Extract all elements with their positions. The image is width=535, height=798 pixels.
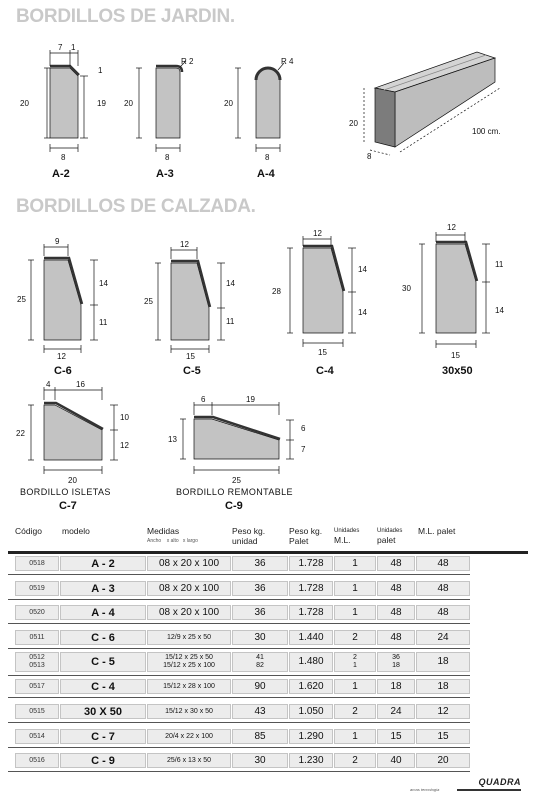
cell-unidades-ml-a: 2 [353,654,357,661]
cell-ml-palet: 24 [416,630,470,645]
header-modelo: modelo [62,526,90,536]
dim-a2-right: 19 [97,99,106,108]
header-unidades-palet-2: palet [377,535,396,545]
row-divider [8,771,470,772]
header-unidades-ml-1: Unidades [334,528,360,534]
cell-medidas: 08 x 20 x 100 [147,605,231,620]
profile-a3 [136,61,186,152]
cell-unidades-ml: 1 [334,679,376,694]
cell-peso-unidad: 85 [232,729,288,744]
dim-c7-right-top: 10 [120,413,129,422]
dim-c6-right-top: 14 [99,279,108,288]
dim-c5-top: 12 [180,240,189,249]
profile-c6 [28,244,98,353]
header-peso-unidad-1: Peso kg. [232,526,266,536]
dim-30x50-left: 30 [402,284,411,293]
caption-c7: BORDILLO ISLETAS [20,487,111,497]
cell-peso-palet: 1.290 [289,729,333,744]
dim-a2-left: 20 [20,99,29,108]
cell-ml-palet: 18 [416,652,470,672]
cell-codigo: 0511 [15,630,59,645]
label-c6: C-6 [54,365,72,377]
dim-30x50-right-bot: 14 [495,306,504,315]
profile-c4 [287,236,356,347]
cell-modelo: C - 5 [60,652,146,672]
header-medidas: Medidas [147,526,180,536]
cell-modelo: C - 4 [60,679,146,694]
cell-medidas: 15/12 x 28 x 100 [147,679,231,694]
dim-c5-right-top: 14 [226,279,235,288]
cell-medidas: 25/6 x 13 x 50 [147,753,231,768]
cell-medidas: 12/9 x 25 x 50 [147,630,231,645]
table-row [8,749,528,772]
cell-medidas: 15/12 x 30 x 50 [147,704,231,719]
header-peso-palet-1: Peso kg. [289,526,323,536]
section-title-calzada: BORDILLOS DE CALZADA. [16,196,256,217]
cell-unidades-palet: 48 [377,581,415,596]
profile-c9 [180,402,294,474]
label-a4: A-4 [257,168,275,180]
row-divider [8,722,470,723]
dim-a4-bottom: 8 [265,153,270,162]
profile-c5 [155,247,225,353]
cell-unidades-palet: 18 [377,679,415,694]
cell-codigo: 0517 [15,679,59,694]
table-header [8,525,528,551]
cell-peso-unidad-b: 82 [256,662,264,669]
header-codigo: Código [15,526,42,536]
cell-unidades-ml-b: 1 [353,662,357,669]
dim-a2-top-b: 1 [71,43,76,52]
header-unidades-palet-1: Unidades [377,528,403,534]
cell-unidades-palet-b: 18 [392,662,400,669]
cell-codigo: 0514 [15,729,59,744]
profile-a2 [44,50,88,152]
cell-codigo: 0518 [15,556,59,571]
cell-peso-palet: 1.230 [289,753,333,768]
dim-c4-bottom: 15 [318,348,327,357]
cell-modelo: C - 9 [60,753,146,768]
label-c5: C-5 [183,365,201,377]
table-row [8,649,528,676]
dim-c5-right-bot: 11 [226,317,235,326]
cell-unidades-ml: 1 [334,581,376,596]
cell-ml-palet: 48 [416,605,470,620]
cell-codigo-b: 0513 [29,662,45,669]
table-row [8,700,528,723]
cell-codigo [15,652,59,672]
caption-c9: BORDILLO REMONTABLE [176,487,293,497]
cell-peso-unidad-a: 41 [256,654,264,661]
cell-unidades-palet [377,652,415,672]
cell-peso-unidad: 30 [232,753,288,768]
cell-unidades-ml [334,652,376,672]
cell-unidades-palet: 48 [377,556,415,571]
dim-c9-top-b: 19 [246,395,255,404]
isometric-kerb [364,52,500,155]
footer-note: arcas tecnología [410,787,440,792]
table-row [8,725,528,748]
cell-modelo: C - 7 [60,729,146,744]
dim-c7-left: 22 [16,429,25,438]
cell-peso-unidad: 43 [232,704,288,719]
cell-unidades-palet-a: 36 [392,654,400,661]
cell-unidades-palet: 40 [377,753,415,768]
label-a2: A-2 [52,168,70,180]
dim-a2-bottom: 8 [61,153,66,162]
cell-ml-palet: 48 [416,581,470,596]
dim-c4-top: 12 [313,229,322,238]
cell-codigo-a: 0512 [29,654,45,661]
row-divider [8,574,470,575]
cell-unidades-ml: 1 [334,556,376,571]
label-c9: C-9 [225,500,243,512]
cell-peso-unidad [232,652,288,672]
table-row [8,601,528,624]
dim-a2-top-a: 7 [58,43,63,52]
cell-ml-palet: 15 [416,729,470,744]
section-title-jardin: BORDILLOS DE JARDIN. [16,6,235,27]
cell-peso-unidad: 36 [232,581,288,596]
cell-ml-palet: 12 [416,704,470,719]
brand-logo: QUADRA [457,777,521,791]
dim-c7-right-bot: 12 [120,441,129,450]
cell-codigo: 0520 [15,605,59,620]
header-ml-palet: M.L. palet [418,526,456,536]
dim-c4-right-top: 14 [358,265,367,274]
dim-30x50-top: 12 [447,223,456,232]
profile-a4 [235,63,284,152]
dim-a4-left: 20 [224,99,233,108]
cell-peso-unidad: 36 [232,556,288,571]
table-row [8,577,528,600]
header-peso-palet-2: Palet [289,536,309,546]
cell-unidades-palet: 48 [377,630,415,645]
cell-modelo: 30 X 50 [60,704,146,719]
cell-medidas [147,652,231,672]
dim-c7-bottom: 20 [68,476,77,485]
dim-c6-right-bot: 11 [99,318,108,327]
cell-ml-palet: 18 [416,679,470,694]
cell-unidades-ml: 2 [334,753,376,768]
cell-codigo: 0515 [15,704,59,719]
label-c4: C-4 [316,365,334,377]
dim-c9-left: 13 [168,435,177,444]
label-a3: A-3 [156,168,174,180]
cell-medidas: 08 x 20 x 100 [147,556,231,571]
cell-peso-unidad: 36 [232,605,288,620]
dim-a2-right-small: 1 [98,66,103,75]
cell-codigo: 0516 [15,753,59,768]
profile-30x50 [419,232,490,348]
profile-c7 [28,387,118,474]
cell-ml-palet: 20 [416,753,470,768]
row-divider [8,599,470,600]
table-row [8,552,528,575]
table-row [8,675,528,698]
row-divider [8,697,470,698]
cell-unidades-palet: 15 [377,729,415,744]
row-divider [8,623,470,624]
dim-c9-bottom: 25 [232,476,241,485]
cell-peso-palet: 1.480 [289,652,333,672]
dim-c4-right-bot: 14 [358,308,367,317]
cell-unidades-palet: 24 [377,704,415,719]
dim-c4-left: 28 [272,287,281,296]
cell-peso-palet: 1.440 [289,630,333,645]
dim-c9-right-top: 6 [301,424,306,433]
cell-modelo: A - 2 [60,556,146,571]
cell-unidades-ml: 2 [334,704,376,719]
cell-medidas: 08 x 20 x 100 [147,581,231,596]
dim-c6-left: 25 [17,295,26,304]
cell-unidades-ml: 1 [334,729,376,744]
header-medidas-sub: Ancho x alto x largo [147,538,198,544]
cell-peso-palet: 1.728 [289,605,333,620]
cell-ml-palet: 48 [416,556,470,571]
cell-unidades-ml: 1 [334,605,376,620]
dim-iso-width: 8 [367,152,372,161]
dim-c7-top-a: 4 [46,380,51,389]
dim-30x50-right-top: 11 [495,260,504,269]
dim-c6-bottom: 12 [57,352,66,361]
cell-unidades-palet: 48 [377,605,415,620]
cell-peso-unidad: 30 [232,630,288,645]
cell-peso-palet: 1.728 [289,581,333,596]
dim-a3-radius: R 2 [181,57,194,66]
cell-modelo: C - 6 [60,630,146,645]
table-row [8,626,528,649]
dim-a3-bottom: 8 [165,153,170,162]
row-divider [8,747,470,748]
dim-c9-right-bot: 7 [301,445,306,454]
cell-unidades-ml: 2 [334,630,376,645]
dim-c5-left: 25 [144,297,153,306]
dim-c7-top-b: 16 [76,380,85,389]
header-unidades-ml-2: M.L. [334,535,351,545]
label-30x50: 30x50 [442,365,473,377]
cell-modelo: A - 3 [60,581,146,596]
dim-a4-radius: R 4 [281,57,294,66]
cell-medidas-a: 15/12 x 25 x 50 [165,654,213,661]
cell-peso-palet: 1.620 [289,679,333,694]
cell-medidas-b: 15/12 x 25 x 100 [163,662,215,669]
dim-30x50-bottom: 15 [451,351,460,360]
cell-peso-palet: 1.050 [289,704,333,719]
cell-peso-unidad: 90 [232,679,288,694]
cell-modelo: A - 4 [60,605,146,620]
label-c7: C-7 [59,500,77,512]
dim-a3-left: 20 [124,99,133,108]
dim-iso-height: 20 [349,119,358,128]
cell-medidas: 20/4 x 22 x 100 [147,729,231,744]
dim-c6-top: 9 [55,237,60,246]
cell-peso-palet: 1.728 [289,556,333,571]
dim-c9-top-a: 6 [201,395,206,404]
header-peso-unidad-2: unidad [232,536,258,546]
cell-codigo: 0519 [15,581,59,596]
dim-iso-length: 100 cm. [472,127,501,136]
dim-c5-bottom: 15 [186,352,195,361]
